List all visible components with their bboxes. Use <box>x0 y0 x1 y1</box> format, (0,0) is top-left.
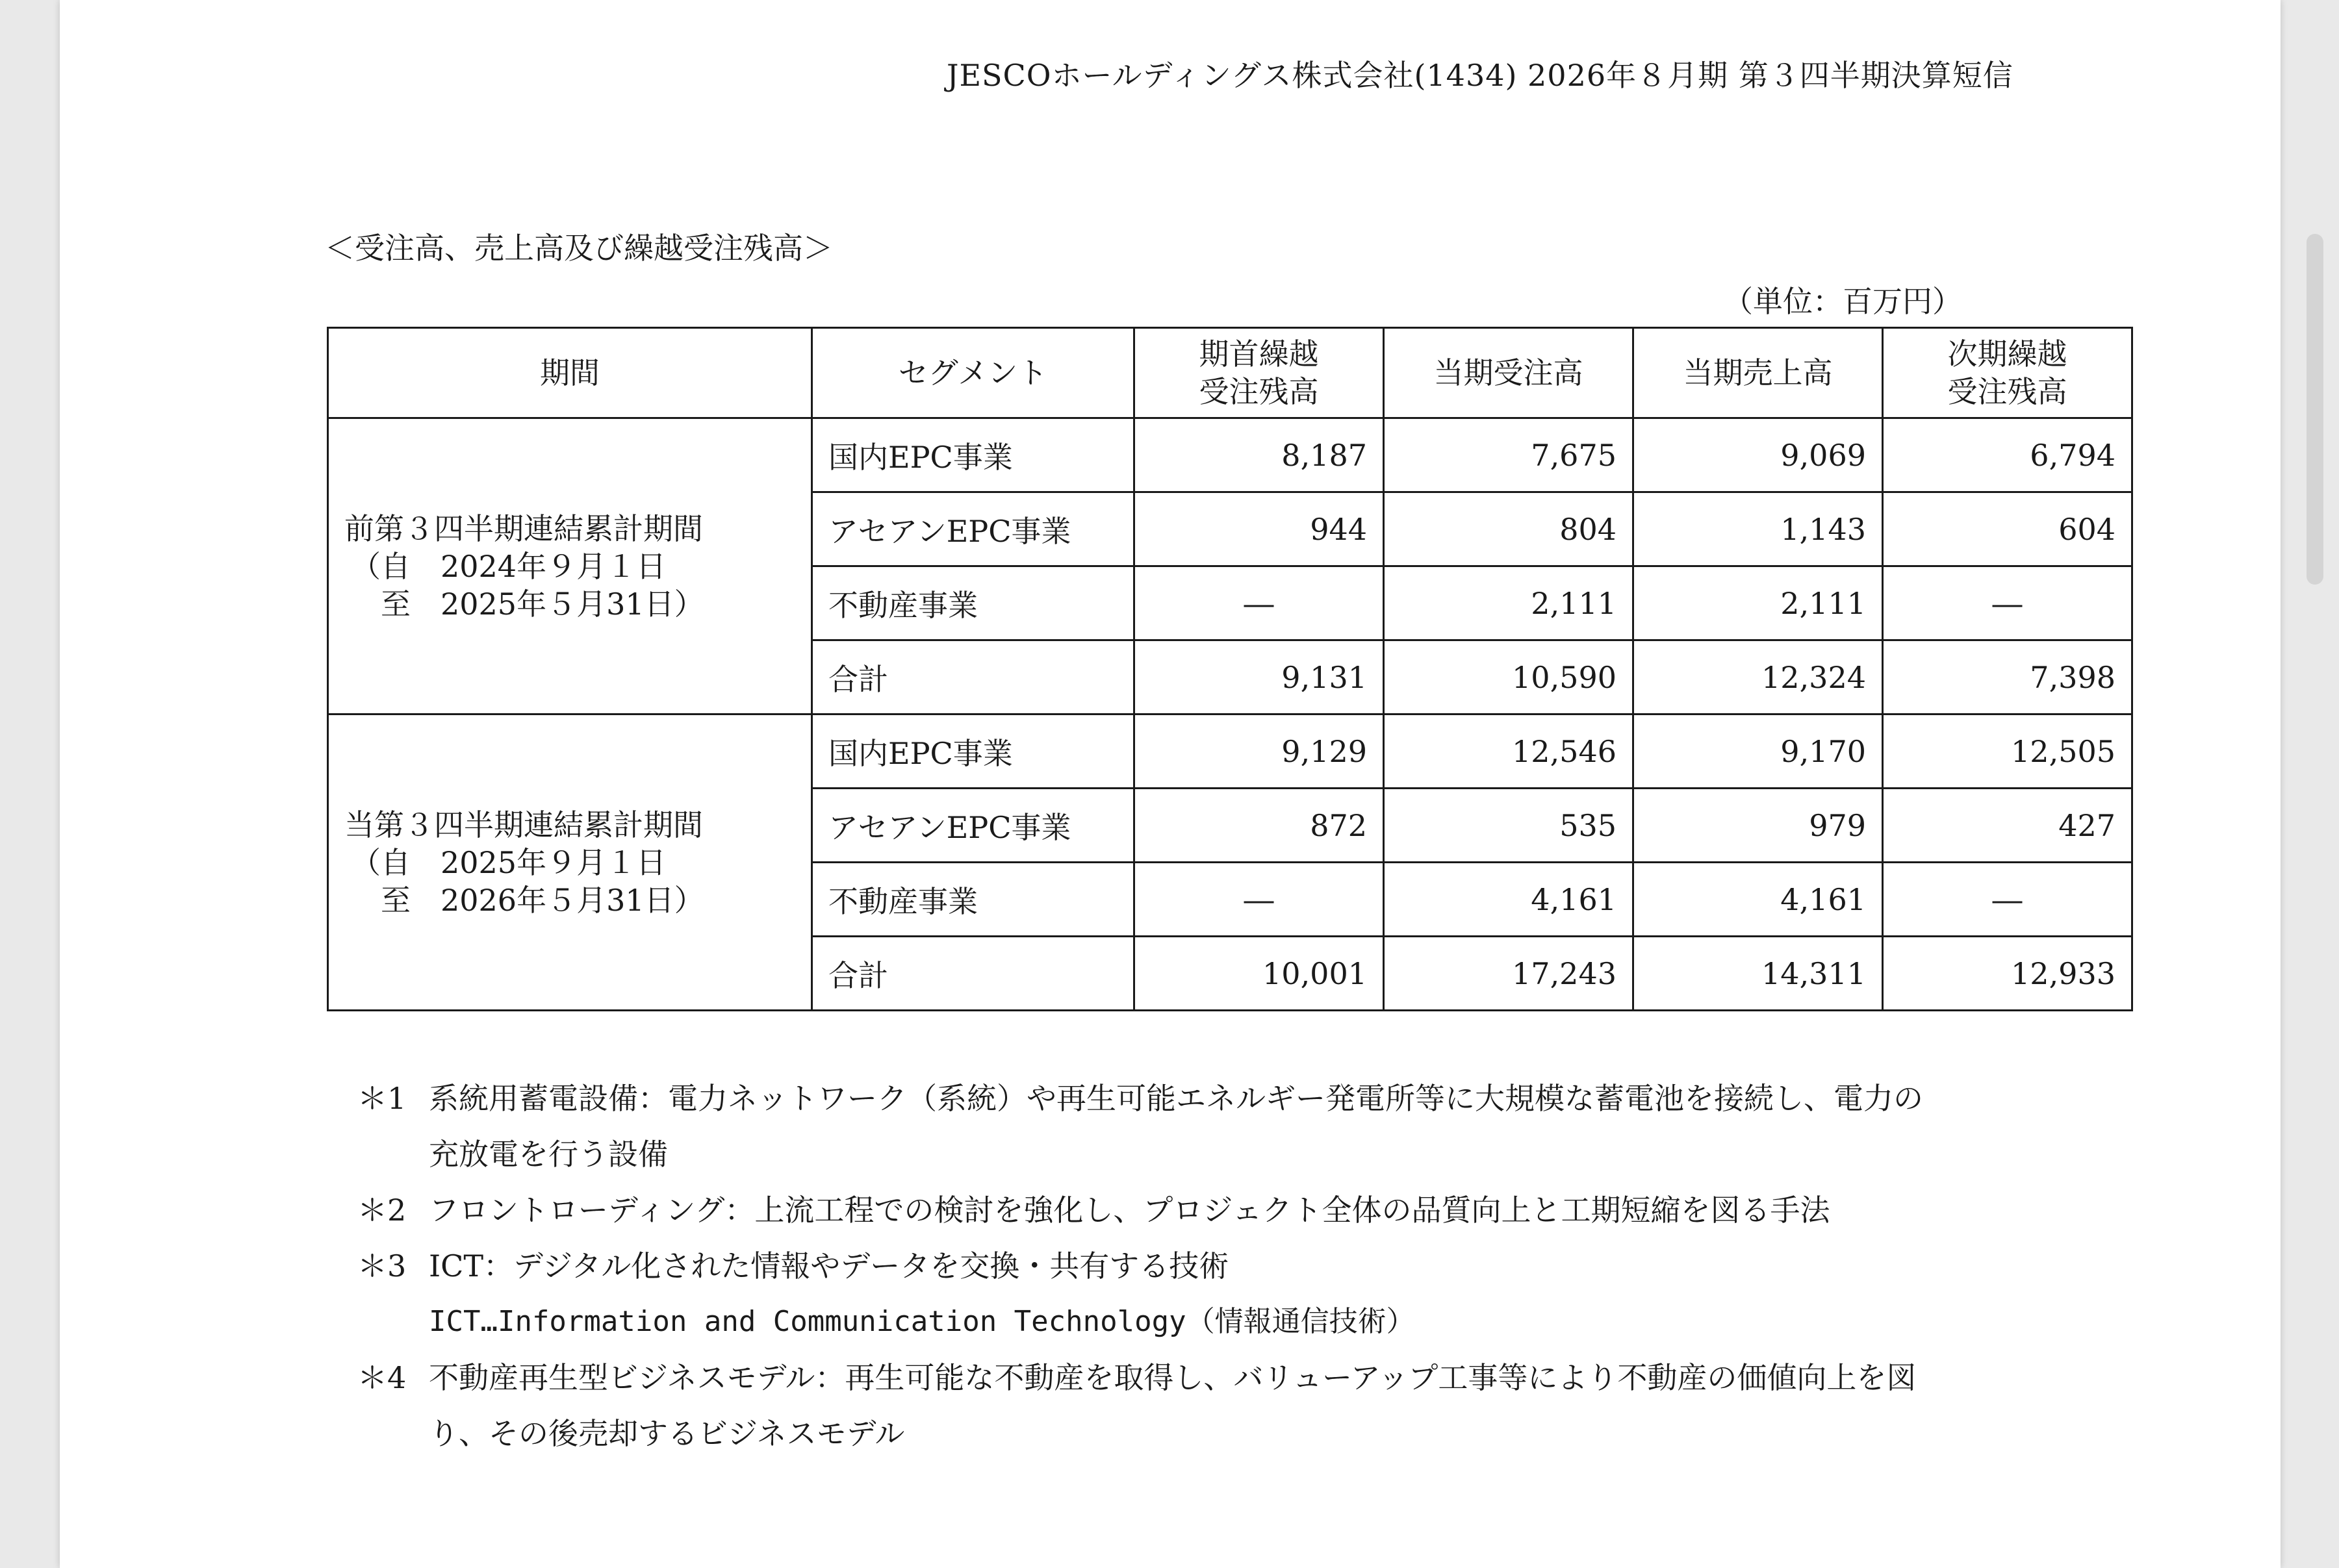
footnote-line: 不動産再生型ビジネスモデル：再生可能な不動産を取得し、バリューアップ工事等により不動産の価値向上を図 <box>429 1360 1917 1395</box>
opening-backlog-cell: 8,187 <box>1134 418 1384 492</box>
footnote-line: ICT…Information and Communication Technology（情報通信技術） <box>429 1305 1415 1338</box>
document-header: JESCOホールディングス株式会社(1434) 2026年８月期 第３四半期決算短信 <box>947 58 2013 93</box>
orders-cell: 7,675 <box>1384 418 1633 492</box>
sales-cell: 979 <box>1633 789 1883 863</box>
table-row <box>328 714 2132 789</box>
segment-cell: 合計 <box>812 937 1134 1011</box>
table-header-row <box>328 328 2132 418</box>
orders-cell: 2,111 <box>1384 566 1633 640</box>
header-closing-line2: 受注残高 <box>1947 374 2067 409</box>
segment-cell: 不動産事業 <box>812 566 1134 640</box>
orders-cell: 10,590 <box>1384 640 1633 714</box>
opening-backlog-cell: ― <box>1134 863 1384 937</box>
segment-cell: 合計 <box>812 640 1134 714</box>
footnote-item <box>357 1238 2125 1350</box>
sales-cell: 4,161 <box>1633 863 1883 937</box>
footnote-line: り、その後売却するビジネスモデル <box>429 1416 905 1451</box>
footnote-body <box>429 1238 2125 1350</box>
sales-cell: 2,111 <box>1633 566 1883 640</box>
orders-sales-backlog-table <box>327 327 2133 1011</box>
opening-backlog-cell: 10,001 <box>1134 937 1384 1011</box>
header-segment: セグメント <box>812 328 1134 418</box>
header-opening-line2: 受注残高 <box>1199 374 1319 409</box>
header-orders: 当期受注高 <box>1384 328 1633 418</box>
footnote-line: 充放電を行う設備 <box>429 1137 668 1172</box>
segment-cell: アセアンEPC事業 <box>812 492 1134 566</box>
footnote-body <box>429 1182 2125 1238</box>
footnote-item <box>357 1350 2125 1461</box>
period-range-from: （自 2025年９月１日 <box>351 844 667 880</box>
sales-cell: 14,311 <box>1633 937 1883 1011</box>
closing-backlog-cell: ― <box>1883 863 2132 937</box>
orders-cell: 12,546 <box>1384 714 1633 789</box>
vertical-scrollbar[interactable] <box>2307 234 2323 585</box>
opening-backlog-cell: 9,131 <box>1134 640 1384 714</box>
opening-backlog-cell: ― <box>1134 566 1384 640</box>
sales-cell: 9,170 <box>1633 714 1883 789</box>
footnote-mark: ＊3 <box>357 1248 407 1283</box>
segment-cell: 不動産事業 <box>812 863 1134 937</box>
sales-cell: 1,143 <box>1633 492 1883 566</box>
sales-cell: 9,069 <box>1633 418 1883 492</box>
period-label: 当第３四半期連結累計期間 <box>344 807 703 842</box>
closing-backlog-cell: 7,398 <box>1883 640 2132 714</box>
footnote-line: 系統用蓄電設備：電力ネットワーク（系統）や再生可能エネルギー発電所等に大規模な蓄電池を接続し、電力の <box>429 1081 1923 1116</box>
header-opening-line1: 期首繰越 <box>1199 336 1319 372</box>
orders-cell: 804 <box>1384 492 1633 566</box>
period-range-to: 至 2025年５月31日） <box>351 586 704 622</box>
orders-cell: 17,243 <box>1384 937 1633 1011</box>
opening-backlog-cell: 944 <box>1134 492 1384 566</box>
closing-backlog-cell: 604 <box>1883 492 2132 566</box>
footnote-mark: ＊1 <box>357 1081 407 1116</box>
closing-backlog-cell: 12,933 <box>1883 937 2132 1011</box>
document-page <box>60 0 2281 1568</box>
footnotes <box>357 1070 2125 1461</box>
closing-backlog-cell: ― <box>1883 566 2132 640</box>
header-closing-line1: 次期繰越 <box>1947 336 2067 372</box>
unit-label: （単位：百万円） <box>1723 284 1962 319</box>
footnote-mark: ＊2 <box>357 1193 407 1228</box>
segment-cell: 国内EPC事業 <box>812 418 1134 492</box>
period-range-from: （自 2024年９月１日 <box>351 548 667 584</box>
header-sales: 当期売上高 <box>1633 328 1883 418</box>
footnote-item <box>357 1070 2125 1182</box>
opening-backlog-cell: 872 <box>1134 789 1384 863</box>
orders-cell: 535 <box>1384 789 1633 863</box>
header-opening-backlog <box>1134 328 1384 418</box>
footnote-mark: ＊4 <box>357 1360 407 1395</box>
segment-cell: アセアンEPC事業 <box>812 789 1134 863</box>
orders-cell: 4,161 <box>1384 863 1633 937</box>
footnote-line: ICT：デジタル化された情報やデータを交換・共有する技術 <box>429 1248 1229 1283</box>
period-label: 前第３四半期連結累計期間 <box>344 511 703 546</box>
opening-backlog-cell: 9,129 <box>1134 714 1384 789</box>
period-range-to: 至 2026年５月31日） <box>351 882 704 918</box>
table-row <box>328 418 2132 492</box>
period-cell-current <box>328 714 812 1011</box>
segment-cell: 国内EPC事業 <box>812 714 1134 789</box>
closing-backlog-cell: 6,794 <box>1883 418 2132 492</box>
footnote-body <box>429 1070 2125 1182</box>
footnote-line: フロントローディング：上流工程での検討を強化し、プロジェクト全体の品質向上と工期短縮を図る手法 <box>429 1193 1830 1228</box>
header-closing-backlog <box>1883 328 2132 418</box>
footnote-body <box>429 1350 2125 1461</box>
sales-cell: 12,324 <box>1633 640 1883 714</box>
closing-backlog-cell: 12,505 <box>1883 714 2132 789</box>
closing-backlog-cell: 427 <box>1883 789 2132 863</box>
period-cell-prior <box>328 418 812 714</box>
header-period: 期間 <box>328 328 812 418</box>
section-title: ＜受注高、売上高及び繰越受注残高＞ <box>325 231 833 266</box>
footnote-item <box>357 1182 2125 1238</box>
